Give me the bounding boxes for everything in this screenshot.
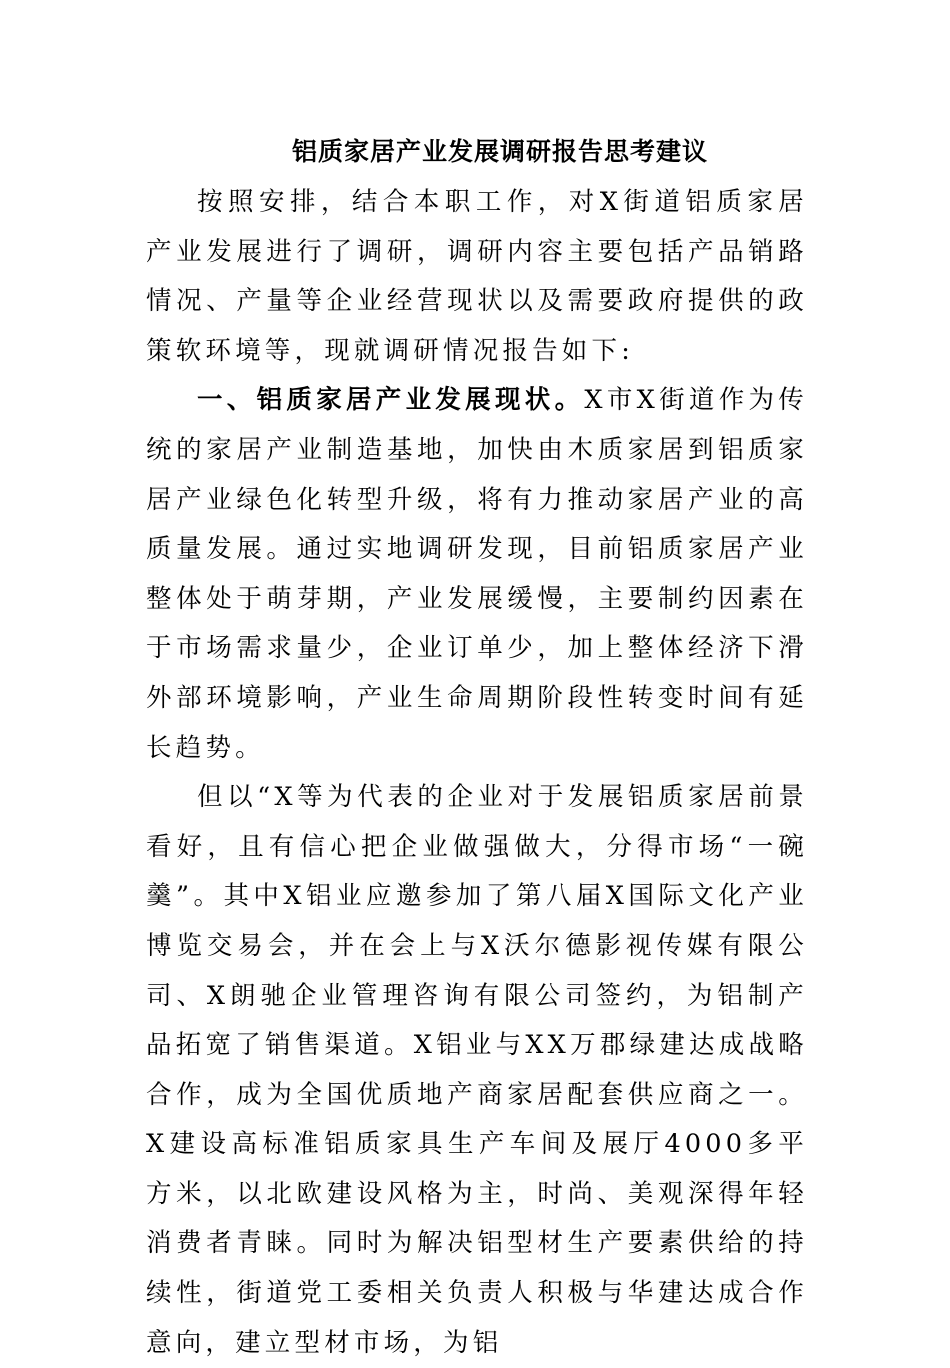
section-one-text: X市X街道作为传统的家居产业制造基地，加快由木质家居到铝质家居产业绿色化转型升级，将有力推动家居产业的高质量发展。通过实地调研发现，目前铝质家居产业整体处于萌芽期，产业发展缓慢，主要制约因素在于市场需求量少，企业订单少，加上整体经济下滑外部环境影响，产业生命周期阶段性转变时间有延长趋势。 <box>146 385 808 763</box>
paragraph-section-one <box>146 376 808 773</box>
paragraph-intro-text: 按照安排，结合本职工作，对X街道铝质家居产业发展进行了调研，调研内容主要包括产品销路情况、产量等企业经营现状以及需要政府提供的政策软环境等，现就调研情况报告如下: <box>146 187 808 366</box>
document-title: 铝质家居产业发展调研报告思考建议 <box>291 137 708 166</box>
paragraph-intro <box>146 178 808 376</box>
section-one-heading: 一、铝质家居产业发展现状。 <box>197 385 585 416</box>
paragraph-enterprises <box>146 773 808 1368</box>
document-body <box>146 178 808 1368</box>
paragraph-enterprises-text: 但以“X等为代表的企业对于发展铝质家居前景看好，且有信心把企业做强做大，分得市场“一碗羹”。其中X铝业应邀参加了第八届X国际文化产业博览交易会，并在会上与X沃尔德影视传媒有限公司、X朗驰企业管理咨询有限公司签约，为铝制产品拓宽了销售渠道。X铝业与XX万郡绿建达成战略合作，成为全国优质地产商家居配套供应商之一。X建设高标准铝质家具生产车间及展厅4000多平方米，以北欧建设风格为主，时尚、美观深得年轻消费者青睐。同时为解决铝型材生产要素供给的持续性，街道党工委相关负责人积极与华建达成合作意向，建立型材市场，为铝 <box>146 782 808 1358</box>
